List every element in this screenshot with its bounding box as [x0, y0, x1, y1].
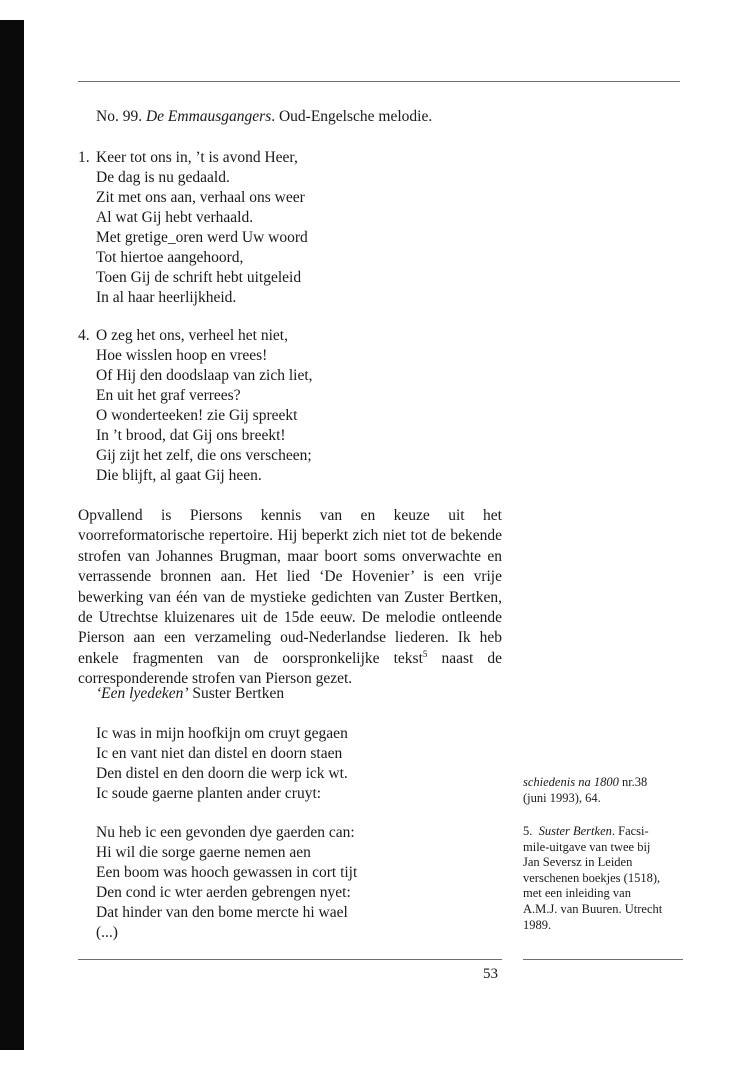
verse-line: Ic en vant niet dan distel en doorn staen — [96, 745, 343, 762]
verse-line: Ic was in mijn hoofkijn om cruyt gegaen — [96, 725, 348, 742]
stanza-number: 4. — [78, 327, 90, 344]
verse-line: Met gretige_oren werd Uw woord — [96, 229, 308, 246]
verse-line: Nu heb ic een gevonden dye gaerden can: — [96, 824, 355, 841]
verse-line: Tot hiertoe aangehoord, — [96, 249, 244, 266]
paragraph-text: Opvallend is Piersons kennis van en keuze uit het voorreformatorische repertoire. Hij beperkt zich niet tot de bekende strofen van Johannes Brugman, maar boort soms onverwachte en verrassende bronnen aan. Het lied ‘De Hovenier’ is een vrije bewerking van één van de mystieke gedichten van Zuster Bertken, de Utrechtse kluizenares uit de 15de eeuw. De melodie ontleende Pierson aan een verzameling oud-Nederlandse liederen. Ik heb enkele fragmenten van de oorspronkelijke tekst — [78, 507, 502, 667]
verse-line: Gij zijt het zelf, die ons verscheen; — [96, 447, 312, 464]
footnote-line: 1989. — [523, 917, 552, 932]
verse-line: En uit het graf verrees? — [96, 387, 241, 404]
binding-edge — [0, 20, 24, 1050]
verse-line: O wonderteeken! zie Gij spreekt — [96, 407, 298, 424]
verse-line: Ic soude gaerne planten ander cruyt: — [96, 785, 322, 802]
verse-line: Of Hij den doodslaap van zich liet, — [96, 367, 313, 384]
stanza-4 — [78, 326, 313, 486]
verse-line: In ’t brood, dat Gij ons breekt! — [96, 427, 286, 444]
old-stanza-2 — [96, 823, 357, 943]
verse-line: In al haar heerlijkheid. — [96, 289, 237, 306]
verse-line: Hoe wisslen hoop en vrees! — [96, 347, 268, 364]
footnote-text: . Facsi- — [611, 824, 649, 838]
footnote-reference: 5 — [422, 648, 428, 659]
verse-line: Zit met ons aan, verhaal ons weer — [96, 189, 305, 206]
verse-line: Den cond ic wter aerden gebrengen nyet: — [96, 884, 351, 901]
verse-line: Dat hinder van den bome mercte hi wael — [96, 904, 348, 921]
footnote-label: 5. — [523, 824, 533, 838]
paragraph-text-end: naast de corresponderende strofen van Pierson gezet. — [78, 649, 502, 688]
sidenote-continued — [523, 775, 685, 806]
verse-line: O zeg het ons, verheel het niet, — [96, 327, 288, 344]
top-rule — [78, 81, 680, 82]
verse-line: Toen Gij de schrift hebt uitgeleid — [96, 269, 302, 286]
body-paragraph — [78, 506, 502, 690]
footnote-italic: Suster Bertken — [538, 824, 612, 838]
verse-line: Den distel en den doorn die werp ick wt. — [96, 765, 348, 782]
old-stanza-1 — [96, 724, 348, 804]
poem-author: Suster Bertken — [188, 685, 285, 702]
stanza-number: 1. — [78, 149, 90, 166]
hymn-number: No. 99. — [96, 108, 143, 125]
footnote-line: Jan Seversz in Leiden — [523, 855, 633, 870]
hymn-heading — [96, 108, 432, 126]
verse-line: Keer tot ons in, ’t is avond Heer, — [96, 149, 298, 166]
verse-line: De dag is nu gedaald. — [96, 169, 230, 186]
hymn-subtitle: . Oud-Engelsche melodie. — [271, 108, 433, 125]
verse-line: Een boom was hooch gewassen in cort tijt — [96, 864, 358, 881]
poem-heading — [96, 685, 284, 703]
sidenote-rest: nr.38 — [618, 775, 648, 789]
verse-line: (...) — [96, 924, 118, 941]
hymn-title: De Emmausgangers — [145, 108, 272, 125]
bottom-rule — [78, 959, 502, 960]
verse-line: Al wat Gij hebt verhaald. — [96, 209, 254, 226]
poem-title: ‘Een lyedeken’ — [96, 685, 189, 702]
footnote-line: verschenen boekjes (1518), — [523, 870, 661, 885]
footnote-line: A.M.J. van Buuren. Utrecht — [523, 901, 663, 916]
footnote-line: met een inleiding van — [523, 886, 631, 901]
stanza-1 — [78, 148, 308, 308]
footnote-line: mile-uitgave van twee bij — [523, 839, 651, 854]
footnote-5 — [523, 824, 685, 933]
sidenote-italic: schiedenis na 1800 — [523, 775, 619, 789]
sidenote-line: (juni 1993), 64. — [523, 790, 601, 805]
bottom-rule-margin — [523, 959, 683, 960]
verse-line: Hi wil die sorge gaerne nemen aen — [96, 844, 311, 861]
verse-line: Die blijft, al gaat Gij heen. — [96, 467, 262, 484]
page-number: 53 — [483, 966, 498, 982]
